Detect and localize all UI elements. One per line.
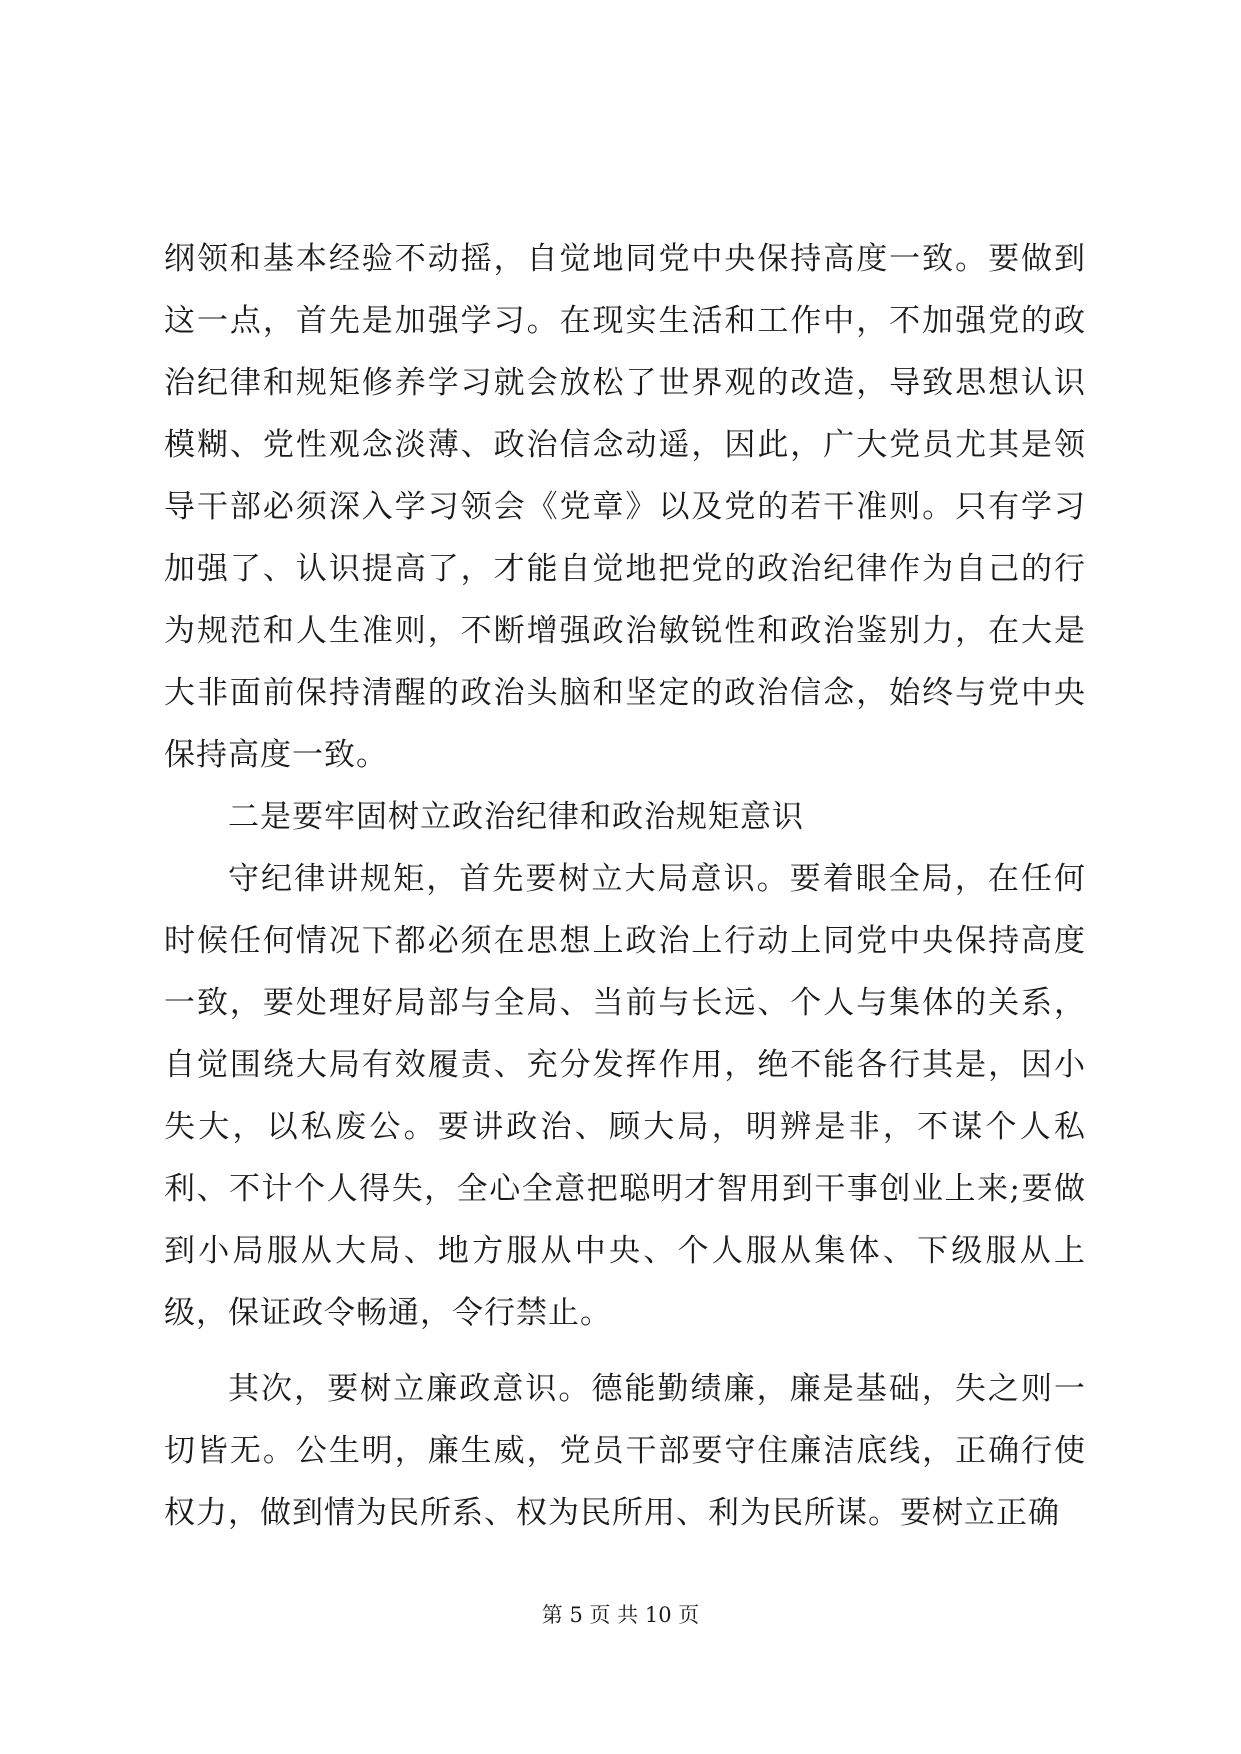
page-footer: 第 5 页 共 10 页 xyxy=(541,1603,700,1627)
paragraph-discipline: 守纪律讲规矩，首先要树立大局意识。要着眼全局，在任何时候任何情况下都必须在思想上政治上行动上同党中央保持高度一致，要处理好局部与全局、当前与长远、个人与集体的关系，自觉围绕大局有效履责、充分发挥作用，绝不能各行其是，因小失大，以私废公。要讲政治、顾大局，明辨是非，不谋个人私利、不计个人得失，全心全意把聪明才智用到干事创业上来;要做到小局服从大局、地方服从中央、个人服从集体、下级服从上级，保证政令畅通，令行禁止。 xyxy=(164,861,1086,1331)
section-heading: 二是要牢固树立政治纪律和政治规矩意识 xyxy=(228,799,804,835)
paragraph-integrity: 其次，要树立廉政意识。德能勤绩廉，廉是基础，失之则一切皆无。公生明，廉生威，党员干部要守住廉洁底线，正确行使权力，做到情为民所系、权为民所用、利为民所谋。要树立正确 xyxy=(164,1371,1086,1531)
document-body xyxy=(164,228,1086,1544)
paragraph-continuation: 纲领和基本经验不动摇，自觉地同党中央保持高度一致。要做到这一点，首先是加强学习。在现实生活和工作中，不加强党的政治纪律和规矩修养学习就会放松了世界观的改造，导致思想认识模糊、党性观念淡薄、政治信念动遥，因此，广大党员尤其是领导干部必须深入学习领会《党章》以及党的若干准则。只有学习加强了、认识提高了，才能自觉地把党的政治纪律作为自己的行为规范和人生准则，不断增强政治敏锐性和政治鉴别力，在大是大非面前保持清醒的政治头脑和坚定的政治信念，始终与党中央保持高度一致。 xyxy=(164,241,1086,773)
